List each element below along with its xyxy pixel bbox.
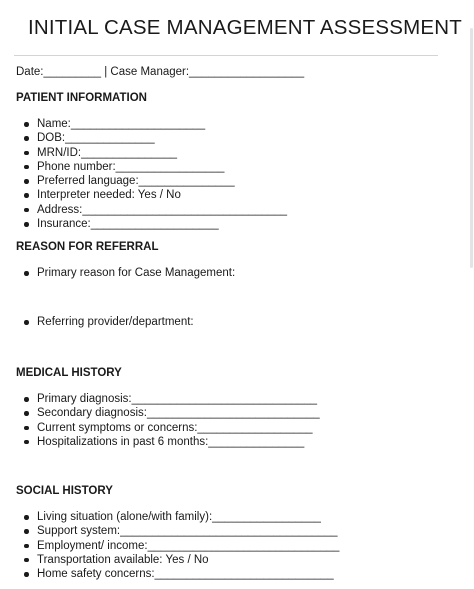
title-divider (14, 55, 438, 56)
list-item-hospitalizations: Hospitalizations in past 6 months:_______________ (0, 435, 320, 449)
patient-information-heading: PATIENT INFORMATION (16, 92, 147, 104)
list-item-insurance: Insurance:____________________ (0, 217, 287, 231)
list-item-address: Address:________________________________ (0, 203, 287, 217)
patient-information-list (0, 117, 287, 231)
list-item-secondary-diagnosis: Secondary diagnosis:___________________________ (0, 406, 320, 420)
reason-for-referral-list (0, 266, 235, 365)
document-title: INITIAL CASE MANAGEMENT ASSESSMENT (28, 16, 462, 39)
list-item-primary-diagnosis: Primary diagnosis:_____________________________ (0, 392, 320, 406)
medical-history-list (0, 392, 320, 449)
list-item-transportation: Transportation available: Yes / No (0, 553, 339, 567)
scrollbar[interactable] (470, 28, 473, 268)
list-item-phone: Phone number:_________________ (0, 160, 287, 174)
list-item-name: Name:_____________________ (0, 117, 287, 131)
list-item-employment-income: Employment/ income:______________________________ (0, 539, 339, 553)
medical-history-heading: MEDICAL HISTORY (16, 367, 122, 379)
list-item-primary-reason: Primary reason for Case Management: (0, 266, 235, 280)
list-item-living-situation: Living situation (alone/with family):_________________ (0, 510, 339, 524)
list-item-current-symptoms: Current symptoms or concerns:__________________ (0, 421, 320, 435)
social-history-heading: SOCIAL HISTORY (16, 485, 113, 497)
list-item-preferred-language: Preferred language:_______________ (0, 174, 287, 188)
list-item-referring-provider: Referring provider/department: (0, 315, 235, 329)
list-item-interpreter-needed: Interpreter needed: Yes / No (0, 188, 287, 202)
reason-for-referral-heading: REASON FOR REFERRAL (16, 241, 159, 253)
list-item-home-safety: Home safety concerns:____________________________ (0, 567, 339, 581)
social-history-list (0, 510, 339, 581)
list-item-support-system: Support system:__________________________________ (0, 524, 339, 538)
list-item-dob: DOB:______________ (0, 131, 287, 145)
date-case-manager-line: Date:_________ | Case Manager:__________________ (16, 66, 305, 78)
list-item-mrn: MRN/ID:_______________ (0, 146, 287, 160)
